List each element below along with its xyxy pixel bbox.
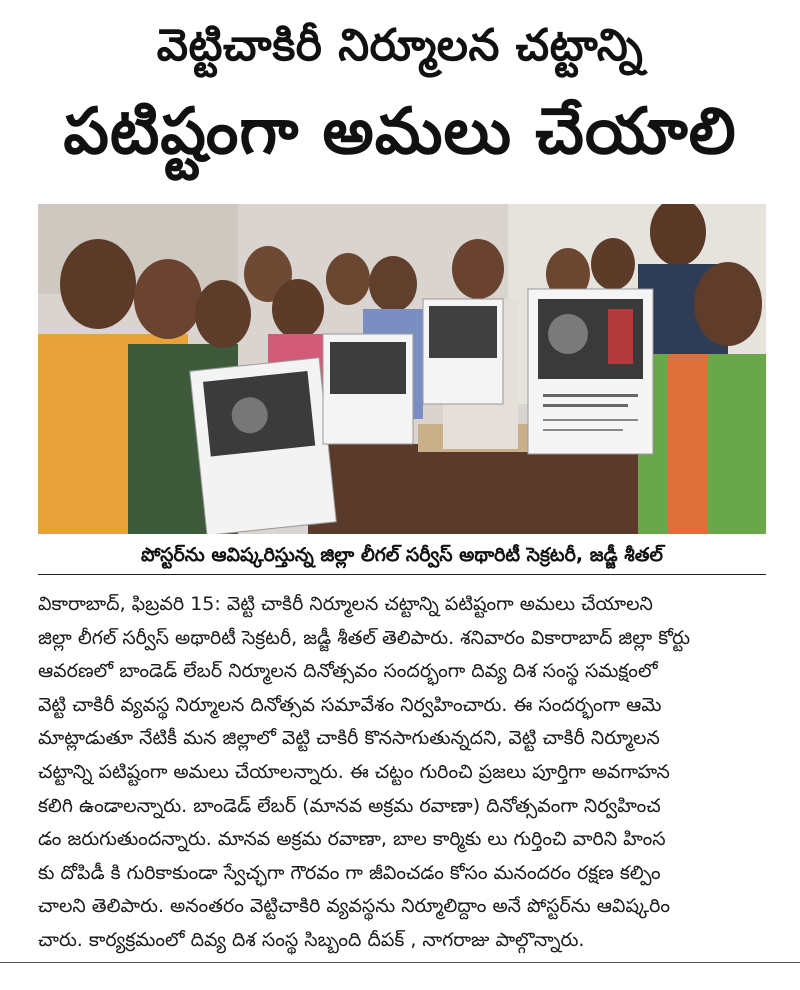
article-line: ఆవరణలో బాండెడ్ లేబర్ నిర్మూలన దినోత్సవం సందర్భంగా దివ్య దిశ సంస్థ సమక్షంలో <box>38 660 658 683</box>
article-line: వెట్టి చాకిరీ వ్యవస్థ నిర్మూలన దినోత్సవ సమావేశం నిర్వహించారు. ఈ సందర్భంగా ఆమె <box>38 693 662 716</box>
poster-2 <box>323 334 413 444</box>
poster-4 <box>528 289 653 454</box>
photo-illustration <box>38 204 766 534</box>
headline-line-1: వెట్టిచాకిరీ నిర్మూలన చట్టాన్ని <box>156 20 644 71</box>
article-line: మాట్లాడుతూ నేటికీ మన జిల్లాలో వెట్టి చాకిరీ కొనసాగుతున్నదని, వెట్టి చాకిరీ నిర్మూలన <box>38 727 660 750</box>
bottom-divider <box>0 962 800 963</box>
article-line: డం జరుగుతుందన్నారు. మానవ అక్రమ రవాణా, బాల కార్మికు లు గుర్తించి వారిని హింస <box>38 828 666 851</box>
article-line: వికారాబాద్, ఫిబ్రవరి 15: వెట్టి చాకిరీ నిర్మూలన చట్టాన్ని పటిష్టంగా అమలు చేయాలని <box>38 593 653 615</box>
divider <box>38 574 766 575</box>
article-line: కలిగి ఉండాలన్నారు. బాండెడ్ లేబర్ (మానవ అక్రమ రవాణా) దినోత్సవంగా నిర్వహించ <box>38 794 661 817</box>
article-line: చారు. కార్యక్రమంలో దివ్య దిశ సంస్థ సిబ్బంది దీపక్ , నాగరాజు పాల్గొన్నారు. <box>38 928 585 951</box>
poster-1 <box>190 358 337 534</box>
article-line: కు దోపిడీ కి గురికాకుండా స్వేచ్ఛగా గౌరవం గా జీవించడం కోసం మనందరం రక్షణ కల్పిం <box>38 861 661 884</box>
article-line: చట్టాన్ని పటిష్టంగా అమలు చేయాలన్నారు. ఈ చట్టం గురించి ప్రజలు పూర్తిగా అవగాహన <box>38 760 670 783</box>
article-body <box>38 588 766 958</box>
article-line: చాలని తెలిపారు. అనంతరం వెట్టిచాకిరి వ్యవస్థను నిర్మూలిద్దాం అనే పోస్టర్‌ను ఆవిష్కరిం <box>38 895 670 918</box>
photo-caption: పోస్టర్‌ను ఆవిష్కరిస్తున్న జిల్లా లీగల్ సర్వీస్ అథారిటీ సెక్రటరీ, జడ్జీ శీతల్ <box>141 544 663 566</box>
article-line: జిల్లా లీగల్ సర్వీస్ అథారిటీ సెక్రటరీ, జడ్జీ శీతల్ తెలిపారు. శనివారం వికారాబాద్ జిల్లా కోర్టు <box>38 626 691 649</box>
poster-3 <box>423 299 503 404</box>
news-photo <box>38 204 766 534</box>
headline-line-2: పటిష్టంగా అమలు చేయాలి <box>63 95 737 169</box>
